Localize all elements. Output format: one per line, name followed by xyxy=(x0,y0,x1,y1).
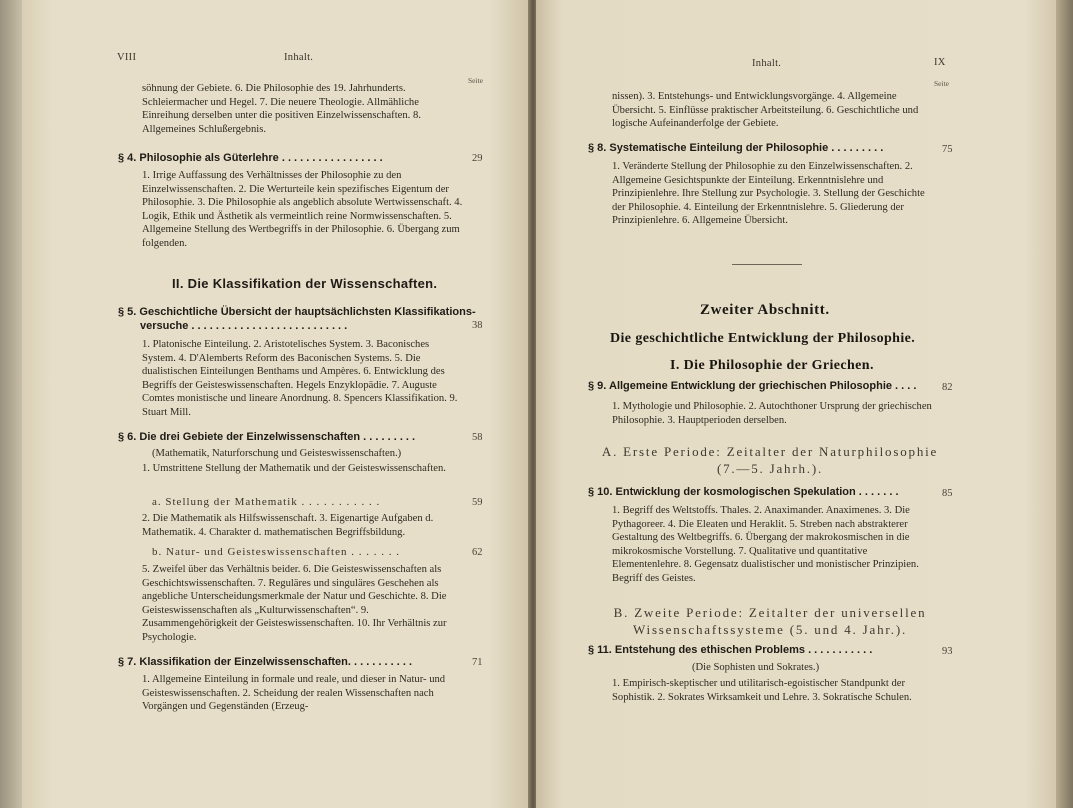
section-10-text: 1. Begriff des Weltstoffs. Thales. 2. Anaximander. Anaximenes. 3. Die Pythagoreer. 4. Die Eleaten und Heraklit. 5. Streben nach abstrakterer Gestaltung des Weltbegriffs. 6. Übergang der makrokosmischen in die mikrokosmische Vorstellung. 7. Qualitative und quantitative Elementenlehre. 8. Gegensatz dualistischer und monistischer Prinzipien. Begriff des Geistes. xyxy=(612,505,919,584)
subsection-b-title: b. Natur- und Geisteswissenschaften . . . . . . . xyxy=(152,546,400,558)
period-a-heading: A. Erste Periode: Zeitalter der Naturphilosophie (7.—5. Jahrh.). xyxy=(601,444,939,476)
section-8-title: § 8. Systematische Einteilung der Philosophie . . . . . . . . . xyxy=(588,142,884,154)
section-8-page: 75 xyxy=(942,144,953,155)
divider-rule xyxy=(732,264,802,265)
subsection-a-text: 2. Die Mathematik als Hilfswissenschaft. 3. Eigenartige Aufgaben d. Mathematik. 4. Charakter d. mathematischen Begriffsbildung. xyxy=(142,513,434,538)
section-11-text: 1. Empirisch-skeptischer und utilitarisch-egoistischer Standpunkt der Sophistik. 2. Sokrates Wirksamkeit und Lehre. 3. Sokratische Schulen. xyxy=(612,678,912,703)
section-6-text: 1. Umstrittene Stellung der Mathematik und der Geisteswissenschaften. xyxy=(142,463,446,474)
section-8-text: 1. Veränderte Stellung der Philosophie zu den Einzelwissenschaften. 2. Allgemeine Gesichtspunkte der Einteilung. Erkenntnislehre und Prinzipienlehre. Ihre Stellung zur Psychologie. 3. Stellung der Geschichte der Philosophie. 4. Einteilung der Erkenntnislehre. 5. Gliederung der Prinzipienlehre. 6. Allgemeine Übersicht. xyxy=(612,161,925,227)
right-edge xyxy=(1056,0,1073,808)
section-5-title: § 5. Geschichtliche Übersicht der hauptsächlichsten Klassifikations- xyxy=(118,306,476,318)
section-6-page: 58 xyxy=(472,432,483,443)
seite-label: Seite xyxy=(468,76,483,85)
contents-entry-text: söhnung der Gebiete. 6. Die Philosophie des 19. Jahrhunderts. Schleiermacher und Hegel. 7. Die neuere Theologie. Allmähliche Einreihung derselben unter die positiven Einzelwissenschaften. 8. Allgemeines Schlußergebnis. xyxy=(142,83,421,135)
section-10-title: § 10. Entwicklung der kosmologischen Spekulation . . . . . . . xyxy=(588,486,899,498)
period-b-heading: B. Zweite Periode: Zeitalter der universellen Wissenschaftssysteme (5. und 4. Jahr.). xyxy=(613,605,927,637)
right-page-number: IX xyxy=(934,57,946,68)
section-7-title: § 7. Klassifikation der Einzelwissenschaften. . . . . . . . . . . xyxy=(118,656,413,668)
section-11-page: 93 xyxy=(942,646,953,657)
section-5-text: 1. Platonische Einteilung. 2. Aristotelisches System. 3. Baconisches System. 4. D'Alemberts Reform des Baconischen Systems. 5. Die dualistischen Einteilungen Benthams und Ampères. 6. Entwicklung des Begriffs der Geisteswissenschaften. Hegels Enzyklopädie. 7. Auguste Comtes monistische und lineare Anordnung. 8. Spencers Klassifikation. 9. Stuart Mill. xyxy=(142,339,458,418)
section-6-subtitle: (Mathematik, Naturforschung und Geisteswissenschaften.) xyxy=(152,448,402,459)
part-2-heading: II. Die Klassifikation der Wissenschaften. xyxy=(172,276,438,291)
section-9-title: § 9. Allgemeine Entwicklung der griechischen Philosophie . . . . xyxy=(588,380,917,392)
left-page xyxy=(22,0,530,808)
subsection-a-page: 59 xyxy=(472,497,483,508)
section-5-page: 38 xyxy=(472,320,483,331)
subsection-b-page: 62 xyxy=(472,547,483,558)
section-7-text: 1. Allgemeine Einteilung in formale und reale, und dieser in Natur- und Geisteswissenschaften. 2. Scheidung der realen Wissenschaften nach Vorgängen und Gegenständen (Erzeug- xyxy=(142,674,446,713)
section-4-title: § 4. Philosophie als Güterlehre . . . . . . . . . . . . . . . . . xyxy=(118,152,383,164)
seite-label-right: Seite xyxy=(934,79,949,88)
second-part-subheading: Die geschichtliche Entwicklung der Philosophie. xyxy=(610,331,916,346)
section-9-page: 82 xyxy=(942,382,953,393)
right-page xyxy=(536,0,1056,808)
second-part-heading: Zweiter Abschnitt. xyxy=(700,302,830,318)
section-5-title-cont: versuche . . . . . . . . . . . . . . . . . . . . . . . . . . xyxy=(140,320,348,332)
section-4-page: 29 xyxy=(472,153,483,164)
section-11-subtitle: (Die Sophisten und Sokrates.) xyxy=(692,662,820,673)
chapter-1-heading: I. Die Philosophie der Griechen. xyxy=(670,358,874,373)
section-10-page: 85 xyxy=(942,488,953,499)
section-11-title: § 11. Entstehung des ethischen Problems . . . . . . . . . . . xyxy=(588,644,873,656)
contents-entry-text-right: nissen). 3. Entstehungs- und Entwicklungsvorgänge. 4. Allgemeine Übersicht. 5. Einflüsse praktischer Arbeitsteilung. 6. Geschichtliche und logische Aufeinanderfolge der Gebiete. xyxy=(612,91,919,130)
section-9-text: 1. Mythologie und Philosophie. 2. Autochthoner Ursprung der griechischen Philosophie. 3. Hauptperioden derselben. xyxy=(612,401,932,426)
section-7-page: 71 xyxy=(472,657,483,668)
left-edge xyxy=(0,0,22,808)
subsection-b-text: 5. Zweifel über das Verhältnis beider. 6. Die Geisteswissenschaften als Geschichtswissenschaften. 7. Reguläres und singuläres Geschehen als angebliche Unterscheidungsmerkmale der Natur und Geschichte. 8. Die Geisteswissenschaften als „Kulturwissenschaften“. 9. Zusammengehörigkeit der Geisteswissenschaften. 10. Ihr Verhältnis zur Psychologie. xyxy=(142,564,447,643)
left-page-number: VIII xyxy=(117,52,137,63)
section-4-text: 1. Irrige Auffassung des Verhältnisses der Philosophie zu den Einzelwissenschaften. 2. Die Werturteile kein spezifisches Eigentum der Philosophie. 3. Die Philosophie als angeblich absolute Wertwissenschaft. 4. Logik, Ethik und Ästhetik als vermeintlich reine Normwissenschaften. 5. Allgemeine Stellung des Wertbegriffs in der Philosophie. 6. Übergang zum folgenden. xyxy=(142,170,463,249)
right-running-head: Inhalt. xyxy=(752,58,782,69)
section-6-title: § 6. Die drei Gebiete der Einzelwissenschaften . . . . . . . . . xyxy=(118,431,416,443)
subsection-a-title: a. Stellung der Mathematik . . . . . . . . . . . xyxy=(152,496,381,508)
left-running-head: Inhalt. xyxy=(284,52,314,63)
